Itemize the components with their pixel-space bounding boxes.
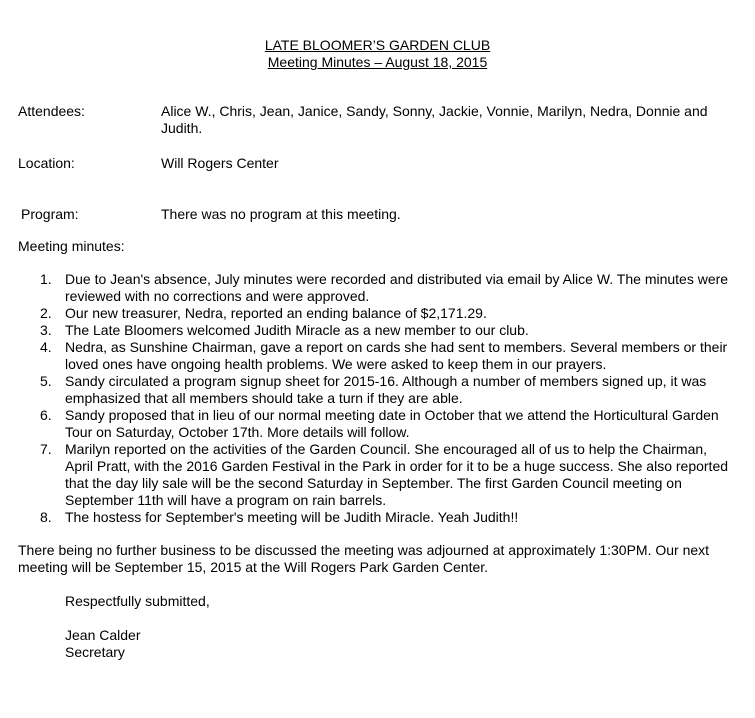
location-value: Will Rogers Center [161,155,279,171]
list-item [0,271,735,305]
list-item [0,339,735,373]
item-number: 4. [40,339,52,355]
program-label: Program: [21,206,79,222]
item-number: 3. [40,322,52,338]
item-text: The hostess for September's meeting will be Judith Miracle. Yeah Judith!! [65,509,519,525]
closing-paragraph: There being no further business to be discussed the meeting was adjourned at approximately 1:30PM. Our next meeting will be September 15, 2015 at the Will Rogers Park Garden Center. [18,542,710,575]
attendees-label: Attendees: [18,103,85,119]
minutes-list [0,271,735,526]
signer-title: Secretary [65,644,125,660]
item-text: Our new treasurer, Nedra, reported an ending balance of $2,171.29. [65,305,487,321]
list-item [0,305,735,322]
signer-name: Jean Calder [65,627,141,643]
sign-off: Respectfully submitted, [65,593,210,609]
item-text: Marilyn reported on the activities of the Garden Council. She encouraged all of us to help the Chairman, April Pratt, with the 2016 Garden Festival in the Park in order for it to be a huge success. She also reported that the day lily sale will be the second Saturday in September. The first Garden Council meeting on September 11th will have a program on rain barrels. [65,441,729,508]
item-text: Nedra, as Sunshine Chairman, gave a report on cards she had sent to members. Several members or their loved ones have ongoing health problems. We were asked to keep them in our prayers. [65,339,728,372]
list-item [0,509,735,526]
item-number: 7. [40,441,52,457]
item-number: 6. [40,407,52,423]
item-text: Due to Jean's absence, July minutes were recorded and distributed via email by Alice W. The minutes were reviewed with no corrections and were approved. [65,271,729,304]
location-label: Location: [18,155,75,171]
item-text: Sandy proposed that in lieu of our normal meeting date in October that we attend the Horticultural Garden Tour on Saturday, October 17th. More details will follow. [65,407,719,440]
item-number: 8. [40,509,52,525]
list-item [0,373,735,407]
meeting-date-subtitle: Meeting Minutes – August 18, 2015 [267,54,488,70]
item-number: 2. [40,305,52,321]
item-text: The Late Bloomers welcomed Judith Miracle as a new member to our club. [65,322,529,338]
item-number: 5. [40,373,52,389]
list-item [0,322,735,339]
meeting-minutes-label: Meeting minutes: [18,238,125,254]
item-text: Sandy circulated a program signup sheet for 2015-16. Although a number of members signed up, it was emphasized that all members should take a turn if they are able. [65,373,707,406]
item-number: 1. [40,271,52,287]
attendees-value: Alice W., Chris, Jean, Janice, Sandy, Sonny, Jackie, Vonnie, Marilyn, Nedra, Donnie and Judith. [161,103,708,136]
club-name-heading: LATE BLOOMER’S GARDEN CLUB [264,37,491,53]
program-value: There was no program at this meeting. [161,206,401,222]
list-item [0,441,735,509]
list-item [0,407,735,441]
